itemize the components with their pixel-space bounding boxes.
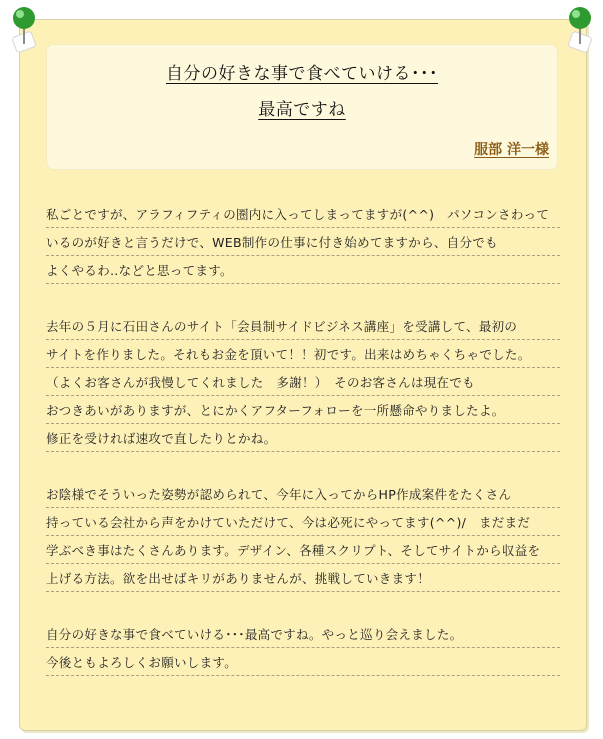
headline-line-1: 自分の好きな事で食べていける･･･: [166, 64, 438, 84]
text-line: 去年の５月に石田さんのサイト「会員制サイドビジネス講座」を受講して、最初の: [46, 312, 560, 340]
pushpin-icon: [4, 2, 44, 62]
paragraph: [46, 620, 560, 676]
paragraph: [46, 312, 560, 452]
text-line: いるのが好きと言うだけで、WEB制作の仕事に付き始めてますから、自分でも: [46, 228, 560, 256]
text-line: 学ぶべき事はたくさんあります。デザイン、各種スクリプト、そしてサイトから収益を: [46, 536, 560, 564]
text-line: サイトを作りました。それもお金を頂いて！！初です。出来はめちゃくちゃでした。: [46, 340, 560, 368]
testimonial-header: [46, 44, 558, 170]
headline-line-2: 最高ですね: [258, 100, 346, 120]
text-line: 自分の好きな事で食べていける･･･最高ですね。やっと巡り会えました。: [46, 620, 560, 648]
testimonial-body: [46, 200, 560, 704]
author-name: 服部 洋一様: [474, 142, 549, 158]
text-line: 持っている会社から声をかけていただけて、今は必死にやってます(^^)/ まだまだ: [46, 508, 560, 536]
text-line: 私ごとですが、アラフィフティの圏内に入ってしまってますが(^^) パソコンさわって: [46, 200, 560, 228]
text-line: 上げる方法。欲を出せばキリがありませんが、挑戦していきます！: [46, 564, 560, 592]
text-line: おつきあいがありますが、とにかくアフターフォローを一所懸命やりましたよ。: [46, 396, 560, 424]
paragraph: [46, 480, 560, 592]
text-line: 今後ともよろしくお願いします。: [46, 648, 560, 676]
pushpin-icon: [560, 2, 600, 62]
text-line: お陰様でそういった姿勢が認められて、今年に入ってからHP作成案件をたくさん: [46, 480, 560, 508]
text-line: 修正を受ければ速攻で直したりとかね。: [46, 424, 560, 452]
text-line: よくやるわ‥などと思ってます。: [46, 256, 560, 284]
text-line: （よくお客さんが我慢してくれました 多謝！） そのお客さんは現在でも: [46, 368, 560, 396]
paragraph: [46, 200, 560, 284]
